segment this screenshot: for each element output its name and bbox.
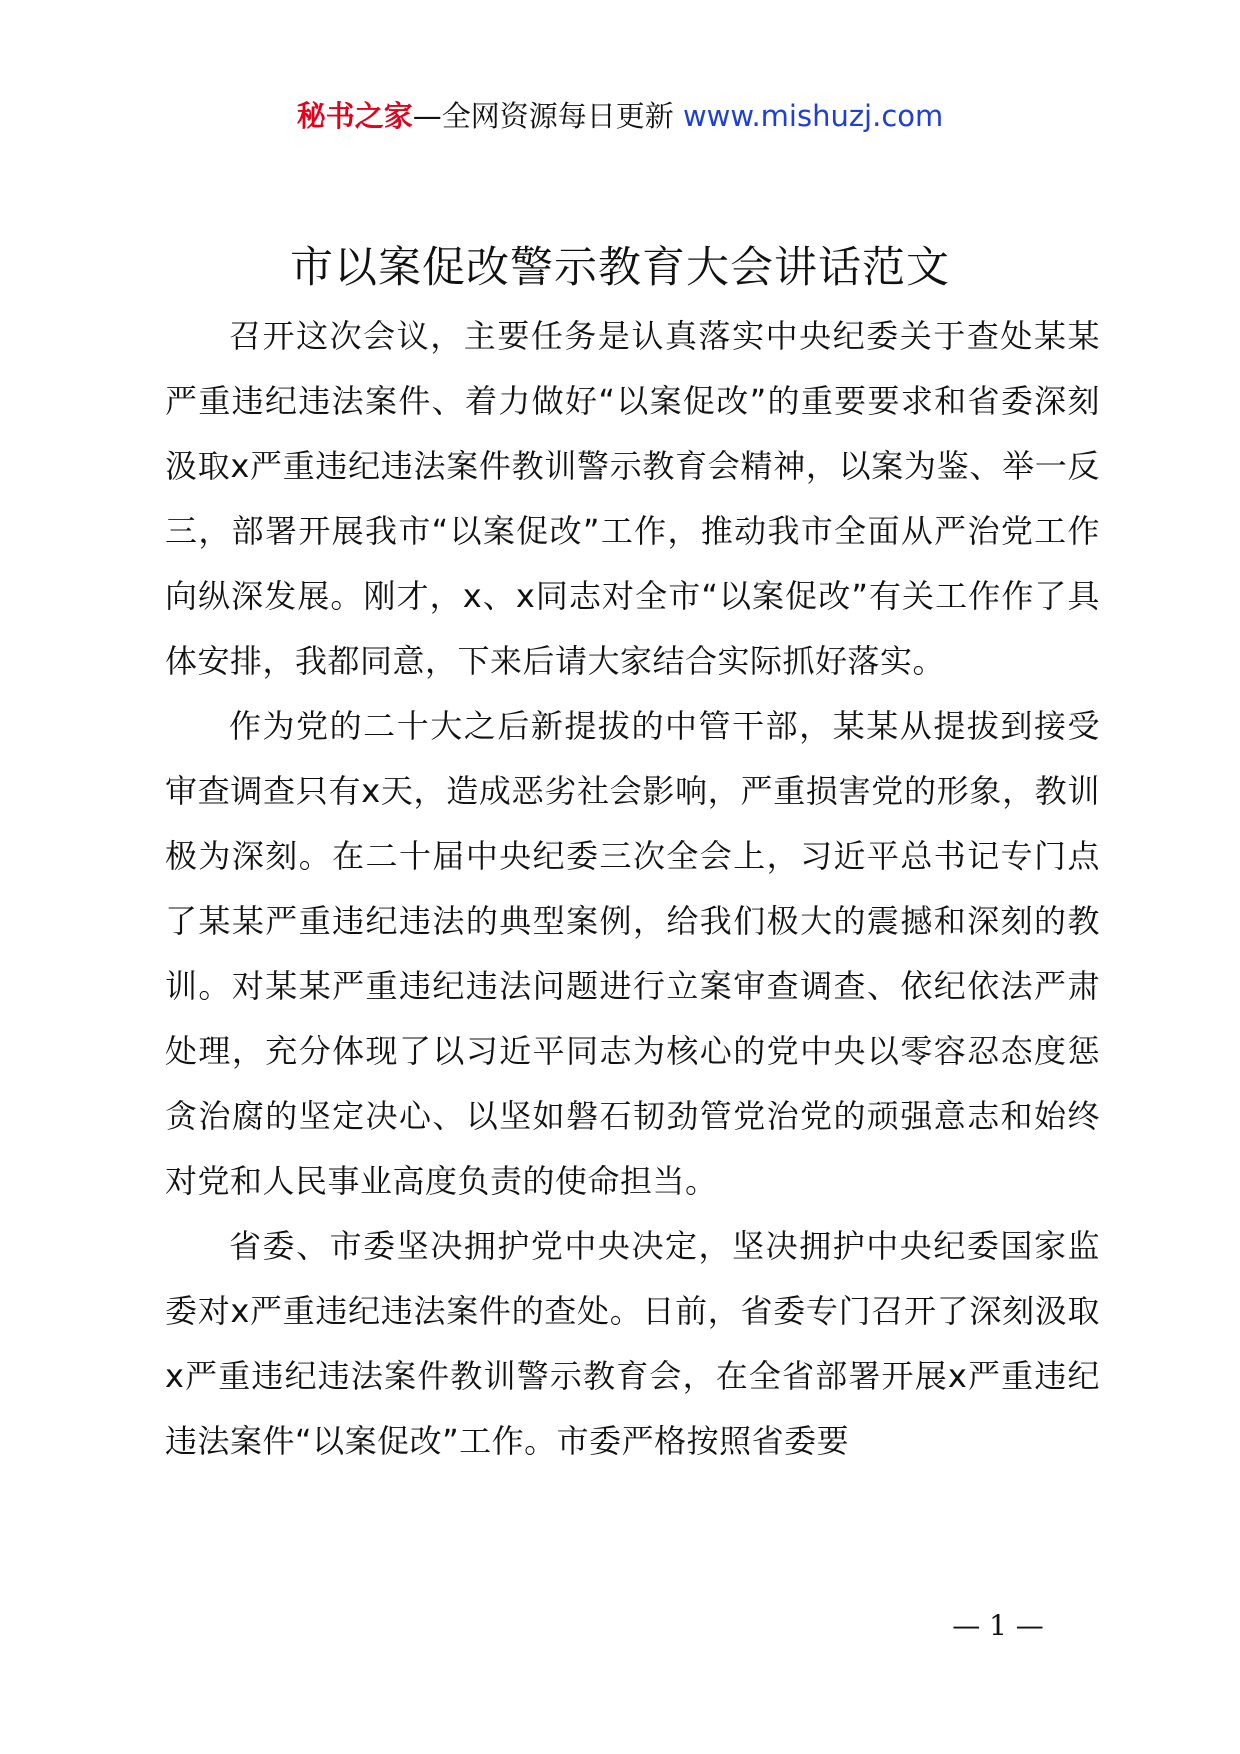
site-header: [0, 96, 1240, 136]
document-title: 市以案促改警示教育大会讲话范文: [290, 243, 950, 293]
site-slogan: —全网资源每日更新: [412, 99, 674, 133]
document-body: [165, 304, 1100, 1474]
paragraph-2: 作为党的二十大之后新提拔的中管干部，某某从提拔到接受审查调查只有x天，造成恶劣社会影响，严重损害党的形象，教训极为深刻。在二十届中央纪委三次全会上，习近平总书记专门点了某某严重违纪违法的典型案例，给我们极大的震撼和深刻的教训。对某某严重违纪违法问题进行立案审查调查、依纪依法严肃处理，充分体现了以习近平同志为核心的党中央以零容忍态度惩贪治腐的坚定决心、以坚如磐石韧劲管党治党的顽强意志和始终对党和人民事业高度负责的使命担当。: [165, 707, 1100, 1200]
site-brand: 秘书之家: [296, 99, 413, 133]
paragraph-1: 召开这次会议，主要任务是认真落实中央纪委关于查处某某严重违纪违法案件、着力做好“以案促改”的重要要求和省委深刻汲取x严重违纪违法案件教训警示教育会精神，以案为鉴、举一反三，部署开展我市“以案促改”工作，推动我市全面从严治党工作向纵深发展。刚才，x、x同志对全市“以案促改”有关工作作了具体安排，我都同意，下来后请大家结合实际抓好落实。: [165, 317, 1100, 680]
paragraph-3: 省委、市委坚决拥护党中央决定，坚决拥护中央纪委国家监委对x严重违纪违法案件的查处。日前，省委专门召开了深刻汲取x严重违纪违法案件教训警示教育会，在全省部署开展x严重违纪违法案件“以案促改”工作。市委严格按照省委要: [165, 1227, 1100, 1460]
site-url-link[interactable]: www.mishuzj.com: [682, 99, 944, 133]
page-number: — 1 —: [952, 1609, 1044, 1642]
